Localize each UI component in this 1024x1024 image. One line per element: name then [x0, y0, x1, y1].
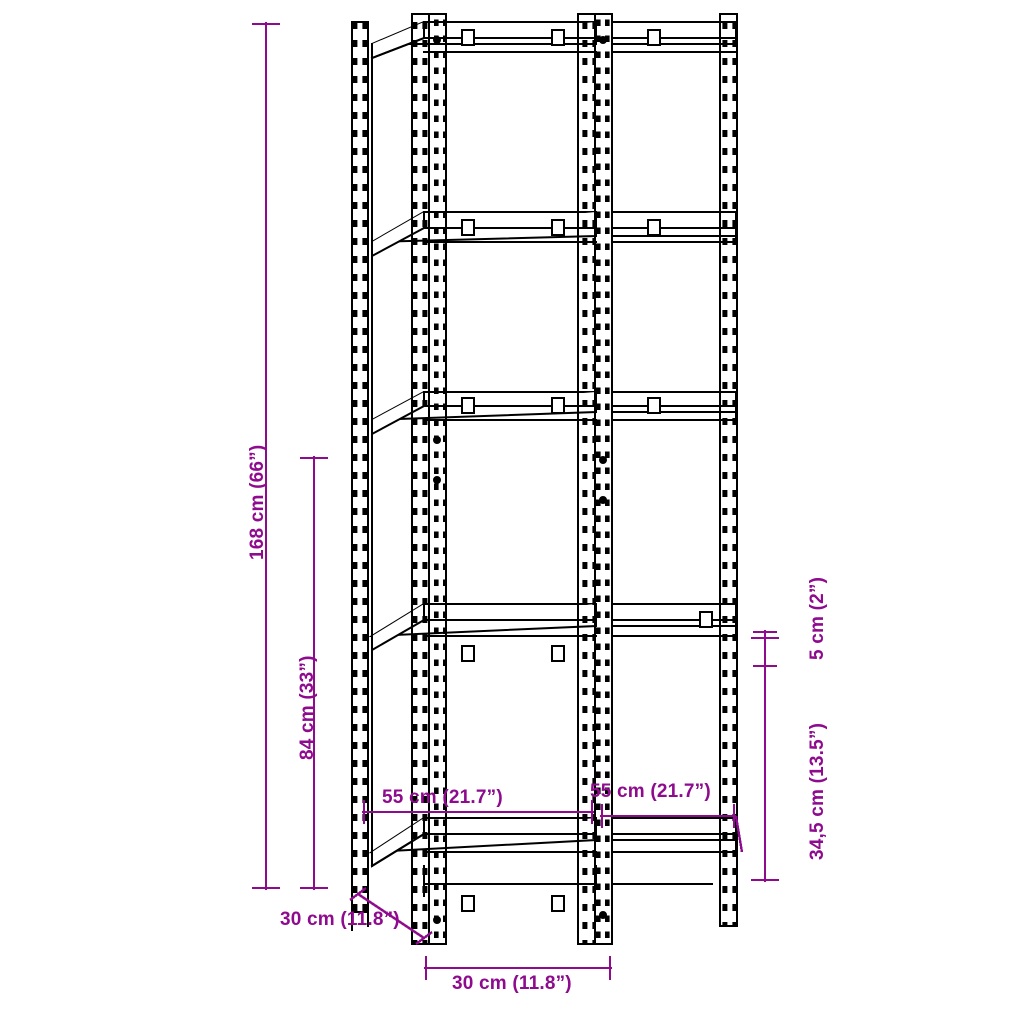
- label-width-left: 55 cm (21.7”): [382, 787, 503, 808]
- dimline-shelf-thickness: [753, 630, 777, 668]
- label-depth-left: 30 cm (11.8”): [280, 909, 400, 930]
- post-right: [720, 14, 737, 926]
- post-back-left: [352, 22, 368, 912]
- label-width-right: 55 cm (21.7”): [590, 781, 711, 802]
- label-total-height: 168 cm (66”): [247, 444, 268, 560]
- label-shelf-gap: 34,5 cm (13.5”): [807, 722, 828, 860]
- label-shelf-thickness: 5 cm (2”): [807, 576, 828, 660]
- dimline-shelf-gap: [751, 636, 779, 882]
- label-lower-height: 84 cm (33”): [297, 655, 318, 760]
- post-corner-center: [578, 14, 612, 944]
- label-depth-right: 30 cm (11.8”): [452, 973, 572, 994]
